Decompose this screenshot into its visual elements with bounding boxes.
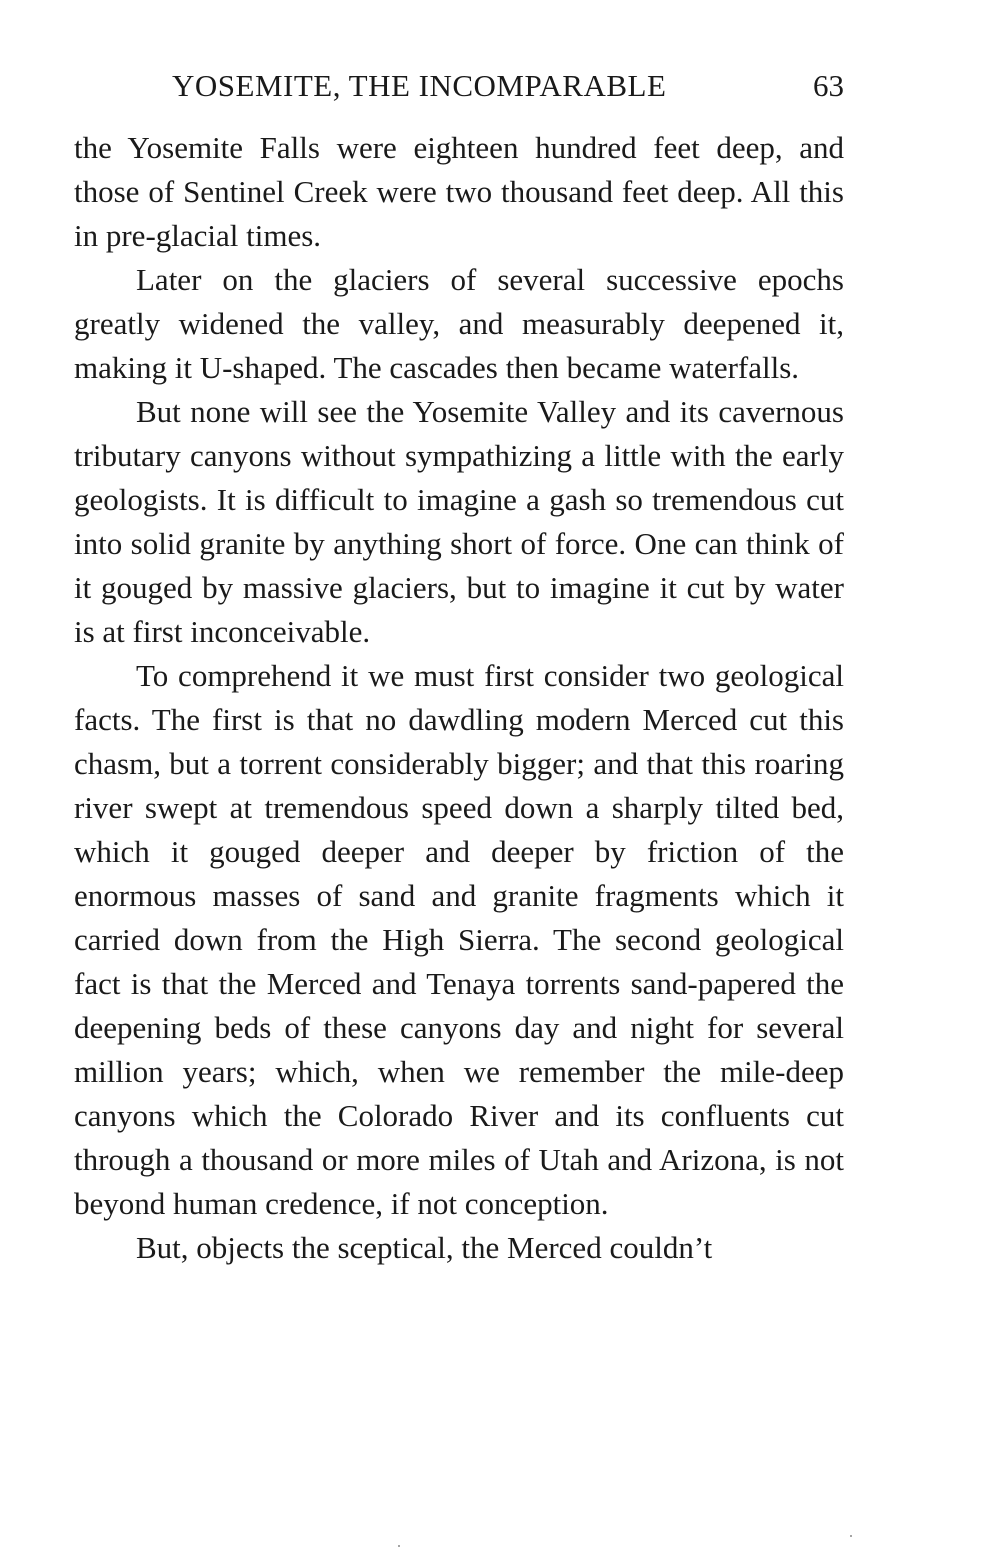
running-head — [74, 68, 844, 116]
paragraph-glaciers: Later on the glaciers of several successive epochs greatly widened the valley, and measurably deepened it, making it U-shaped. The cascades then became waterfalls. — [74, 262, 844, 385]
paragraph-geologists: But none will see the Yosemite Valley and its cavernous tributary canyons without sympathizing a little with the early geologists. It is difficult to imagine a gash so tremendous cut into solid granite by anything short of force. One can think of it gouged by massive glaciers, but to imagine it cut by water is at first inconceivable. — [74, 394, 844, 649]
book-page — [74, 68, 844, 1270]
body-text — [74, 126, 844, 1270]
page-number: 63 — [813, 68, 844, 103]
scan-speck — [850, 1535, 852, 1537]
paragraph-sceptical: But, objects the sceptical, the Merced couldn’t — [136, 1230, 713, 1265]
paragraph-continued: the Yosemite Falls were eighteen hundred feet deep, and those of Sentinel Creek were two thousand feet deep. All this in pre-glacial times. — [74, 130, 844, 253]
paragraph-geological-facts: To comprehend it we must first consider two geological facts. The first is that no dawdling modern Merced cut this chasm, but a torrent considerably bigger; and that this roaring river swept at tremendous speed down a sharply tilted bed, which it gouged deeper and deeper by friction of the enormous masses of sand and granite fragments which it carried down from the High Sierra. The second geological fact is that the Merced and Tenaya torrents sand-papered the deepening beds of these canyons day and night for several million years; which, when we remember the mile-deep canyons which the Colorado River and its confluents cut through a thousand or more miles of Utah and Arizona, is not beyond human credence, if not conception. — [74, 658, 844, 1221]
scan-speck — [398, 1545, 400, 1547]
running-title: YOSEMITE, THE INCOMPARABLE — [172, 68, 667, 103]
